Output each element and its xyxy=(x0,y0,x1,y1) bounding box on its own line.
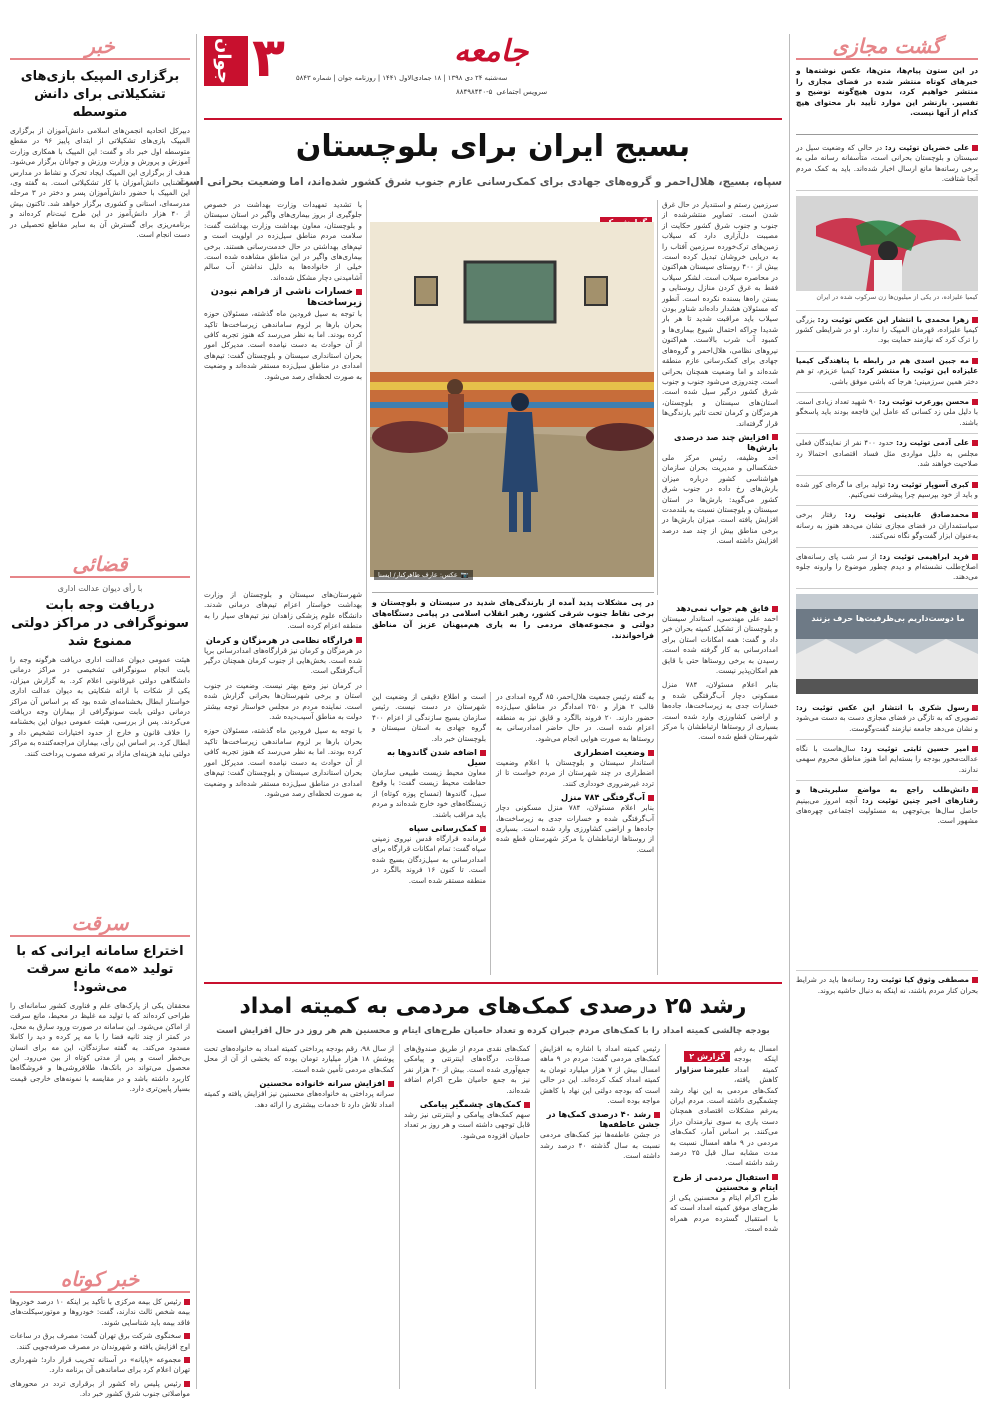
phone-number: ۸۸۴۹۸۴۴۰-۵ xyxy=(456,88,493,96)
bottom-story-title: رشد ۲۵ درصدی کمک‌های مردمی به کمیته امداد xyxy=(239,994,747,1019)
tweet xyxy=(796,971,978,1001)
story-text: در هرمزگان و کرمان نیز قرارگاه‌های امدادرسانی برپا شده است. بخش‌هایی از جنوب کرمان همچنان درگیر آب‌گرفتگی است. xyxy=(204,645,362,676)
story-text: است و اطلاع دقیقی از وضعیت این شهرستان در دست نیست. رئیس سازمان بسیج سازندگی از اعزام ۴۰۰ گروه جهادی به استان سیستان و بلوچستان خبر داد. xyxy=(372,692,486,743)
story-subhead: وضعیت اضطراری xyxy=(496,747,654,757)
serq-header: سرقت xyxy=(10,911,190,937)
kimia-photo xyxy=(796,196,978,291)
gasht-intro: در این ستون پیام‌ها، متن‌ها، عکس نوشته‌ها و خبرهای کوتاه منتشر شده در فضای مجازی را منتشر خواهیم کرد، بدون هیچ‌گونه توضیح و تفسیر. بازنشر این موارد تأیید بار محتوای هیچ کدام از آنها نیست. xyxy=(796,66,978,118)
tweet xyxy=(796,781,978,971)
kotah-item: رئیس کل بیمه مرکزی با تأکید بر اینکه ۱۰ درصد خودروها بیمه شخص ثالث ندارند، گفت: خودروها و موتورسیکلت‌های فاقد بیمه باید شناسایی شوند. xyxy=(10,1297,190,1327)
building-photo xyxy=(796,594,978,694)
logo-block xyxy=(204,36,248,86)
khabar-body: دبیرکل اتحادیه انجمن‌های اسلامی دانش‌آموزان از برگزاری المپیک بازی‌های تشکیلاتی از ابتدای پاییز ۹۶ در مقطع متوسطه اول خبر داد و گفت: این المپیک با همکاری وزارت آموزش و پرورش و وزارت ورزش و جوانان برگزار می‌شود. هدف از برگزاری این المپیک ایجاد تحرک و نشاط در مدارس و آشنایی دانش‌آموزان با کار تشکیلاتی است. به گفته وی، این المپیک با حضور دانش‌آموزان پسر و دختر در ۳ مرحله مدرسه‌ای، استانی و کشوری برگزار خواهد شد. تاکنون بیش از ۴۰ هزار دانش‌آموز در این طرح ثبت‌نام کرده‌اند و برنامه‌ریزی برای گسترش آن به سایر مقاطع تحصیلی در دست انجام است. xyxy=(10,126,191,240)
tweet-author: رسول شکری با انتشار این عکس توئیت زد: xyxy=(796,702,969,712)
qazaei-kicker: با رأی دیوان عدالت اداری xyxy=(57,584,143,593)
story-text: فرمانده قرارگاه قدس نیروی زمینی سپاه گفت: تمام امکانات قرارگاه برای امدادرسانی به سیل‌زدگان بسیج شده است. تا کنون ۱۶ فروند بالگرد در منطقه مستقر شده است. xyxy=(372,834,486,885)
report-badge-2 xyxy=(670,1044,730,1074)
story-text: با تشدید تمهیدات وزارت بهداشت در خصوص جلوگیری از بروز بیماری‌های واگیر در استان سیستان و بلوچستان، معاون بهداشت وزارت بهداشت گفت: سلامت مردم مناطق سیل‌زده در اولویت است و تیم‌های بهداشتی در حال خدمت‌رسانی هستند. برخی بیماری‌های واگیر در این مناطق مشاهده شده است. خیلی از خانواده‌ها به دلیل نداشتن آب سالم آشامیدنی دچار مشکل شده‌اند. xyxy=(204,200,362,282)
dateline: سه‌شنبه ۲۴ دی ۱۳۹۸ | ۱۸ جمادی‌الاول ۱۴۴۱ | روزنامه جوان | شماره ۵۸۴۳ xyxy=(296,74,508,82)
story-text: طرح اکرام ایتام و محسنین یکی از طرح‌های موفق کمیته امداد است که با استقبال گسترده مردم همراه شده است. xyxy=(670,1192,778,1234)
tweet xyxy=(796,434,978,475)
bottom-col-3 xyxy=(404,1044,530,1389)
story-text: کمک‌های نقدی مردم از طریق صندوق‌های صدقات، درگاه‌های اینترنتی و پیامکی جمع‌آوری شده است. بیش از ۴۰ هزار نفر نیز به جمع حامیان طرح اکرام اضافه شده‌اند. xyxy=(404,1044,530,1095)
qazaei-header: قضائی xyxy=(10,552,190,578)
story-text: سهم کمک‌های پیامکی و اینترنتی نیز رشد قابل توجهی داشته است و هر روز بر تعداد حامیان افزوده می‌شود. xyxy=(404,1110,530,1140)
story-text: امسال به رغم اینکه بودجه کمیته امداد کاهش یافته، کمک‌های مردمی به این نهاد رشد چشمگیری داشته است. مردم ایران به‌رغم مشکلات اقتصادی همچنان دست یاری به سوی نیازمندان دراز می‌کنند. بر اساس آمار، کمک‌های مردمی در ۹ ماهه امسال نسبت به مدت مشابه سال قبل ۲۵ درصد رشد داشته است. xyxy=(670,1044,778,1168)
tweet-text: تصویری که به تازگی در فضای مجازی دست به دست می‌شود و نشان می‌دهد جامعه نیازمند گفت‌وگوست. xyxy=(796,713,978,733)
page-number: ۳ xyxy=(252,26,285,89)
main-col-4 xyxy=(372,692,486,975)
serq-body: محققان یکی از پارک‌های علم و فناوری کشور سامانه‌ای را طراحی کرده‌اند که با تولید مه غلیظ در محیط، مانع سرقت از اماکن می‌شود. این سامانه در صورت ورود سارق به محل، در کمتر از چند ثانیه فضا را با مه پر کرده و دید را کاملا مسدود می‌کند. به گفته سازندگان، این مه برای انسان بی‌خطر است و پس از مدتی کوتاه از بین می‌رود. این محصول می‌تواند در بانک‌ها، طلافروشی‌ها و فروشگاه‌ها کاربرد داشته باشد و در مقایسه با نمونه‌های خارجی قیمت بسیار پایین‌تری دارد. xyxy=(10,1001,190,1094)
tweet xyxy=(796,393,978,434)
story-subhead: استقبال مردمی از طرح ایتام و محسنین xyxy=(672,1171,778,1192)
story-text: احد وظیفه، رئیس مرکز ملی خشکسالی و مدیریت بحران سازمان هواشناسی کشور درباره میزان بارش‌های رخ داده در جنوب شرق کشور می‌گوید: بارش‌ها در استان سیستان و بلوچستان نسبت به بلندمدت افزایش یافته است. میزان بارش‌ها در برخی مناطق بیش از چند صد درصد افزایش داشته است. xyxy=(662,452,778,546)
tweet-text: حدود ۴۰۰ نفر از نمایندگان فعلی مجلس به دلیل مواردی مثل فساد اقتصادی احتمالا رد صلاحیت خواهند شد. xyxy=(796,438,978,469)
kotah-item: مجموعه «پایانه» در آستانه تخریب قرار دارد؛ شهرداری تهران اعلام کرد برای ساماندهی آن برنامه دارد. xyxy=(10,1355,190,1375)
main-col-2 xyxy=(204,200,362,585)
story-text: به گفته رئیس جمعیت هلال‌احمر، ۸۵ گروه امدادی در قالب ۲ هزار و ۲۵۰ امدادگر در مناطق سیل‌زده حضور دارند. ۲۰ فروند بالگرد و قایق نیز به منطقه اعزام شده است. در حال حاضر امدادرسانی به روستاها به صورت هوایی انجام می‌شود. xyxy=(496,692,655,743)
logo-text: جوان xyxy=(213,38,234,84)
bottom-col-4 xyxy=(204,1044,394,1389)
main-col-3 xyxy=(496,692,654,975)
photo-caption: کیمیا علیزاده، در یکی از میلیون‌ها زن سرکوب شده در ایران xyxy=(796,293,978,311)
story-subhead: افزایش سرانه خانواده محسنین xyxy=(204,1078,394,1088)
story-subhead: اضافه شدن گاندوها به سیل xyxy=(387,747,486,768)
bottom-col-1 xyxy=(670,1044,778,1389)
tweet-author: فرید ابراهیمی توئیت زد: xyxy=(879,551,969,561)
tweet-text: بزرگی کیمیا علیزاده، قهرمان المپیک را ندارد. او در شرایطی کشور را ترک کرد که نیازمند حمایت بود. xyxy=(796,314,978,345)
kotah-item: سخنگوی شرکت برق تهران گفت: مصرف برق در ساعات اوج افزایش یافته و شهروندان در مصرف صرفه‌جویی کنند. xyxy=(10,1331,190,1351)
section-title: جامعه xyxy=(454,34,529,69)
story-text: در جشن عاطفه‌ها نیز کمک‌های مردمی نسبت به سال گذشته ۴۰ درصد رشد داشته است. xyxy=(540,1130,660,1161)
kotah-item: رئیس پلیس راه کشور از برقراری تردد در محورهای مواصلاتی جنوب شرق کشور خبر داد. xyxy=(10,1378,190,1399)
tweet-text: ۹۰ شهید تعداد زیادی است. با دلیل ملی زد کسانی که عامل این فاجعه بودند باید پاسخگو باشند. xyxy=(796,397,978,427)
masthead xyxy=(204,26,782,96)
qazaei-body: هیئت عمومی دیوان عدالت اداری دریافت هرگونه وجه را بابت انجام سونوگرافی تشخیصی در مراکز درمانی دانشگاهی دولتی غیرقانونی اعلام کرد. به گزارش میزان، یکی از شکات با ارائه شکایتی به دیوان عدالت اداری خواستار ابطال بخشنامه‌ای شده بود که بر اساس آن مراکز درمانی دولتی بابت سونوگرافی از بیماران وجه دریافت می‌کردند. پس از بررسی، هیئت عمومی دیوان این بخشنامه را خلاف قانون و خارج از حدود اختیارات تشخیص داد و ابطال کرد. بر اساس این رأی، بیماران مراجعه‌کننده به مراکز دولتی نباید هزینه‌ای مازاد بر تعرفه مصوب پرداخت کنند. xyxy=(10,655,190,758)
story-subhead: کمک‌های چشمگیر پیامکی xyxy=(404,1099,530,1109)
tweet-author: زهرا محمدی با انتشار این عکس توئیت زد: xyxy=(817,314,969,324)
tweet xyxy=(796,476,978,507)
story-text: در کرمان نیز وضع بهتر نیست. وضعیت در جنوب استان و برخی شهرستان‌ها بحرانی گزارش شده است. نماینده مردم در مجلس خواستار توجه بیشتر دولت به مناطق آسیب‌دیده شد. xyxy=(204,680,362,722)
story-text: شهرستان‌های سیستان و بلوچستان از وزارت بهداشت خواستار اعزام تیم‌های درمانی شدند. دانشگاه علوم پزشکی زاهدان نیز تیم‌های سیار را به منطقه اعزام کرده است. xyxy=(204,590,362,631)
tweet xyxy=(796,740,978,781)
main-photo-block xyxy=(370,210,654,580)
story-text: بنابر اعلام مسئولان، ۷۸۴ منزل مسکونی دچار آب‌گرفتگی شده و خسارات جدی به زیرساخت‌ها، جاده‌ها و اراضی کشاورزی وارد شده است. بسیاری از روستاها ارتباطشان با مرکز شهرستان قطع شده است. xyxy=(496,803,654,854)
tweet-text: سال‌هاست با نگاه عدالت‌محور بودجه را بسته‌ایم اما هنوز مناطق محروم سهمی ندارند. xyxy=(796,743,978,774)
story-text: با توجه به سیل فرودین ماه گذشته، مسئولان حوزه بحران بارها بر لزوم ساماندهی زیرساخت‌ها تاکید کرده بودند. اما به نظر می‌رسد که هنوز تجربه کافی از آن حوادث به دست نیامده است. مدیرکل امور بحران استانداری سیستان و بلوچستان گفت: تیم‌های امدادی در مناطق سیل‌زده مستقر شده‌اند و وضعیت به صورت لحظه‌ای رصد می‌شود. xyxy=(204,309,362,381)
story-text: رئیس کمیته امداد با اشاره به افزایش کمک‌های مردمی گفت: مردم در ۹ ماهه امسال بیش از ۷ هزار میلیارد تومان به کمیته امداد کمک کرده‌اند. این در حالی است که بودجه دولتی این نهاد با کاهش مواجه بوده است. xyxy=(540,1044,661,1106)
main-col-1b xyxy=(662,600,778,975)
author-name: علیرضا سزاوار xyxy=(675,1065,730,1074)
story-text: از سال ۹۸، رقم بودجه پرداختی کمیته امداد به خانواده‌های تحت پوشش ۱۸ هزار میلیارد تومان بوده که بخشی از آن از محل کمک‌های مردمی تأمین شده است. xyxy=(204,1044,394,1074)
tweet-text: از سر شب پای رسانه‌های اصلاح‌طلب نشسته‌ام و دیدم چطور موضوع را وارونه جلوه می‌دهند. xyxy=(796,551,978,582)
service-label: سرویس اجتماعی xyxy=(496,88,548,96)
tweet xyxy=(796,352,978,393)
main-story-title: بسیج ایران برای بلوچستان xyxy=(295,129,691,164)
main-col-1 xyxy=(662,200,778,595)
flood-photo xyxy=(370,222,654,577)
bottom-story-subtitle: بودجه چالشی کمیته امداد را با کمک‌های مردم جبران کرده و تعداد حامیان طرح‌های ایتام و محسنین هم هر روز در حال افزایش است xyxy=(216,1026,770,1036)
tweet xyxy=(796,699,978,740)
qazaei-title: دریافت وجه بابت سونوگرافی در مراکز دولتی ممنوع شد xyxy=(11,598,189,649)
khabar-header: خبر xyxy=(10,34,190,60)
serq-title: اختراع سامانه ایرانی که با تولید «مه» مانع سرقت می‌شود! xyxy=(16,944,184,995)
story-subhead: افزایش چند صد درصدی بارش‌ها xyxy=(674,431,778,452)
story-text: معاون محیط زیست طبیعی سازمان حفاظت محیط زیست گفت: با وقوع سیل، گاندوها (تمساح پوزه کوتاه) از زیستگاه‌های خود خارج شده‌اند و مردم باید مراقب باشند. xyxy=(372,768,486,819)
main-col-5 xyxy=(204,590,362,975)
main-story-subtitle: سپاه، بسیج، هلال‌احمر و گروه‌های جهادی برای کمک‌رسانی عازم جنوب شرق کشور شده‌اند، اما وضعیت بحرانی است xyxy=(178,176,782,188)
left-column xyxy=(10,34,191,1399)
story-subhead: کمک‌رسانی سپاه xyxy=(372,823,486,833)
tweet-author: محسن پورعرب توئیت زد: xyxy=(878,397,969,407)
athlete-silhouette-icon xyxy=(796,196,978,291)
tweet-text: رفتار برخی سیاستمداران در فضای مجازی نشان می‌دهد هنوز به رسانه به‌عنوان ابزار گفت‌وگو نگاه نمی‌کنند. xyxy=(796,510,978,541)
camera-icon: 📷 xyxy=(460,571,469,579)
story-text: سرانه پرداختی به خانواده‌های محسنین نیز افزایش یافته و کمیته امداد تلاش دارد تا خدمات بیشتری را ارائه دهد. xyxy=(204,1089,394,1109)
photo-credit: 📷 عکس: عارف طاهرکنار/ ایسنا xyxy=(374,570,473,580)
tweet-author: علی خضریان توئیت زد: xyxy=(884,143,969,152)
tweet xyxy=(796,139,978,191)
tweet xyxy=(796,548,978,589)
photo-banner-text: ما دوست‌داریم بی‌ظرفیت‌ها حرف بزنند xyxy=(811,613,965,623)
story-text: با توجه به سیل فرودین ماه گذشته، مسئولان حوزه بحران بارها بر لزوم ساماندهی زیرساخت‌ها تاکید کرده بودند. اما به نظر می‌رسد که هنوز تجربه کافی از آن حوادث به دست نیامده است. مدیرکل امور بحران استانداری سیستان و بلوچستان گفت: تیم‌های امدادی در مناطق سیل‌زده مستقر شده‌اند و وضعیت به صورت لحظه‌ای رصد می‌شود. xyxy=(204,726,362,798)
gasht-column xyxy=(796,34,978,1389)
story-text: استاندار سیستان و بلوچستان با اعلام وضعیت اضطراری در چند شهرستان از مردم خواست تا از تردد غیرضروری خودداری کنند. xyxy=(496,758,654,788)
gasht-header: گشت مجازی xyxy=(796,34,978,60)
tweet-author: امیر حسین ثابتی توئیت زد: xyxy=(860,743,969,753)
story-subhead: قایق هم جواب نمی‌دهد xyxy=(662,603,778,613)
tweet-text: رسانه‌ها باید در شرایط بحران کنار مردم باشند، نه اینکه به دنبال حاشیه بروند. xyxy=(796,975,978,995)
story-subhead: قرارگاه نظامی در هرمزگان و کرمان xyxy=(204,635,362,645)
story-text: احمد علی مهندسی، استاندار سیستان و بلوچستان از تشکیل کمیته بحران خبر داد و گفت: همه امکانات استان برای امدادرسانی به کار گرفته شده است. رسیدن به برخی روستاها حتی با قایق هم امکان‌پذیر نیست. xyxy=(662,614,778,676)
tweet-author: مه جبین اسدی هم در رابطه با پناهندگی کیمیا علیزاده این توئیت را منتشر کرد: xyxy=(796,355,978,376)
tweet xyxy=(796,506,978,547)
story-subhead: خسارات ناشی از فراهم نبودن زیرساخت‌ها xyxy=(210,286,362,309)
tweet-author: کبری آسوپار توئیت زد: xyxy=(887,479,969,489)
tweet-text: تولید برای ما گره‌ای کور شده و باید از خود بپرسیم چرا پیشرفت نمی‌کنیم. xyxy=(796,479,978,499)
caption-text: در پی مشکلات پدید آمده از بارندگی‌های شدید در سیستان و بلوچستان و برخی نقاط جنوب شرقی کشور، رهبر انقلاب اسلامی در پیامی دستگاه‌های دولتی و مجموعه‌های مردمی را به یاری هم‌میهنان عزیز آن مناطق فراخواندند. xyxy=(372,598,654,640)
story-subhead: رشد ۴۰ درصدی کمک‌ها در جشن عاطفه‌ها xyxy=(546,1109,660,1130)
photo-caption-box xyxy=(372,592,654,684)
tweet-author: مصطفی وثوق کیا توئیت زد: xyxy=(867,975,969,985)
khabar-title: برگزاری المپیک بازی‌های تشکیلاتی برای دانش متوسطه xyxy=(20,69,180,120)
tweet-text: آنچه امروز می‌بینیم حاصل سال‌ها بی‌توجهی به مسئولیت اجتماعی چهره‌های مشهور است. xyxy=(796,795,978,826)
badge-label: گزارش ۲ xyxy=(684,1051,730,1062)
tweet xyxy=(796,311,978,352)
tweet-text: کیمیا عزیزم، تو هم دختر همین سرزمینی؛ هرجا که باشی موفق باشی. xyxy=(796,366,978,386)
section-service xyxy=(456,88,547,96)
bottom-col-2 xyxy=(540,1044,660,1389)
kotah-header: خبر کوتاه xyxy=(10,1267,190,1293)
tweet-author: محمدصادق عابدینی توئیت زد: xyxy=(844,510,969,520)
tweet-author: علی آدمی توئیت زد: xyxy=(896,438,969,448)
tweet-text: در حالی که وضعیت سیل در سیستان و بلوچستان بحرانی است، متأسفانه رسانه ملی به برخی رسانه‌ها مانع ارسال اخبار شده‌اند. باید به کمک مردم آنجا شتافت. xyxy=(796,143,978,184)
story-subhead: آب‌گرفتگی ۷۸۴ منزل xyxy=(496,792,654,802)
building-icon xyxy=(796,594,978,694)
story-text: بنابر اعلام مسئولان، ۷۸۴ منزل مسکونی دچار آب‌گرفتگی شده و خسارات جدی به زیرساخت‌ها، جاده‌ها و اراضی کشاورزی وارد شده است. بسیاری از روستاها ارتباطشان با مرکز شهرستان قطع شده است. xyxy=(662,680,779,742)
story-text: سرزمین رستم و استندیار در حال غرق شدن است. تصاویر منتشرشده از جنوب و جنوب شرق کشور حکایت از مصیبت دل‌آزاری دارد که سیلاب زمین‌های ترک‌خورده سرزمین آفتاب را به دریایی خروشان تبدیل کرده است. بیش از ۴۰۰ روستای سیستان هم‌اکنون در محاصره سیلاب است. لشکر سیلاب فقط به غرق کردن منازل روستایی و بستن راه‌ها بسنده نکرده است. آنطور که مسئولان هشدار داده‌اند شناور بودن سیلاب باید مراقبت شدید تا هر بار شدیدا چراکه احتمال شیوع بیماری‌ها و کمبود آب شرب بالاست. هم‌اکنون نیروهای نظامی، هلال‌احمر و گروه‌های جهادی برای کمک‌رسانی عازم منطقه شده‌اند و اما وضعیت همچنان بحرانی است. چندروزی می‌شود جنوب و جنوب شرق کشور درگیر سیل شده است. استان‌های سیستان و بلوچستان، هرمزگان و کرمان تحت تاثیر بارندگی‌ها قرار گرفته‌اند. xyxy=(662,200,778,428)
tweet-author: دانش‌طلب راجع به مواضع سلبریتی‌ها و رفتارهای اخیر چنین توئیت زد: xyxy=(796,785,978,805)
